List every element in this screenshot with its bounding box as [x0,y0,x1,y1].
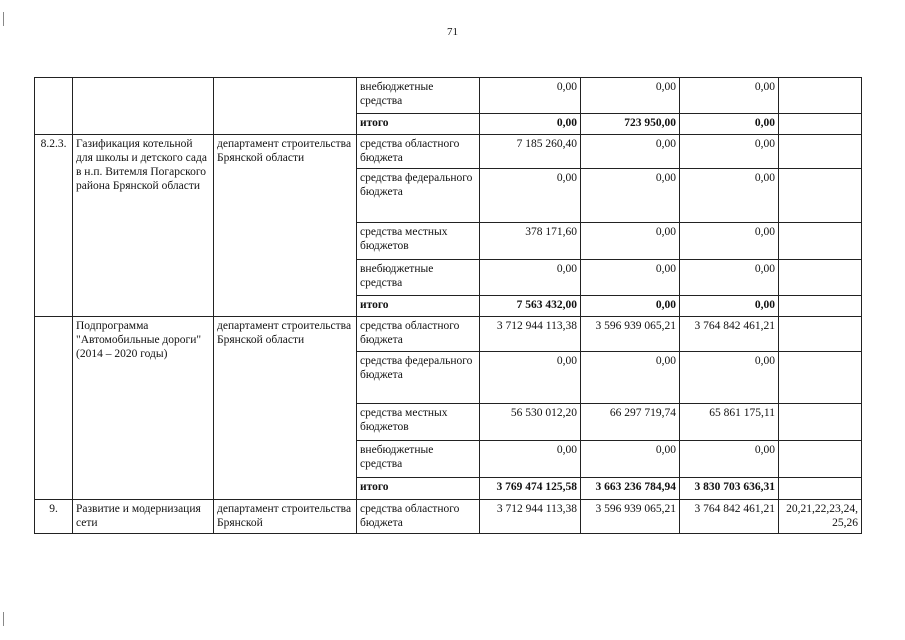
cell-extra [779,223,862,260]
cell-extra [779,114,862,135]
cell-value-1: 7 185 260,40 [480,135,581,169]
cell-executor [214,78,357,135]
cell-source: итого [357,114,480,135]
cell-name: Подпрограмма "Автомобильные дороги" (2014 – 2020 годы) [73,317,214,500]
cell-extra [779,352,862,404]
cell-value-2: 0,00 [581,296,680,317]
left-edge-mark [3,12,4,26]
budget-table-body [35,78,862,534]
cell-no: 8.2.3. [35,135,73,317]
table-row [35,135,862,169]
cell-value-2: 0,00 [581,352,680,404]
cell-source: средства областного бюджета [357,135,480,169]
cell-name: Газификация котельной для школы и детского сада в н.п. Витемля Погарского района Брянской области [73,135,214,317]
cell-value-1: 3 712 944 113,38 [480,317,581,352]
cell-source: средства федерального бюджета [357,169,480,223]
cell-no [35,317,73,500]
cell-source: внебюджетные средства [357,441,480,478]
cell-value-3: 0,00 [680,223,779,260]
cell-extra [779,78,862,114]
cell-executor: департамент строительства Брянской [214,500,357,534]
cell-extra [779,478,862,500]
cell-value-1: 0,00 [480,352,581,404]
cell-source: внебюджетные средства [357,260,480,296]
cell-source: средства областного бюджета [357,500,480,534]
cell-value-1: 0,00 [480,78,581,114]
cell-value-2: 3 663 236 784,94 [581,478,680,500]
cell-extra [779,260,862,296]
cell-value-3: 65 861 175,11 [680,404,779,441]
cell-source: внебюджетные средства [357,78,480,114]
cell-value-2: 0,00 [581,441,680,478]
cell-executor: департамент строительства Брянской области [214,317,357,500]
cell-extra [779,169,862,223]
cell-value-1: 0,00 [480,260,581,296]
cell-value-3: 0,00 [680,352,779,404]
cell-extra [779,135,862,169]
cell-value-3: 3 764 842 461,21 [680,500,779,534]
cell-extra: 20,21,22,23,24, 25,26 [779,500,862,534]
cell-source: итого [357,478,480,500]
cell-value-2: 0,00 [581,260,680,296]
cell-value-1: 378 171,60 [480,223,581,260]
cell-value-1: 7 563 432,00 [480,296,581,317]
cell-name: Развитие и модернизация сети [73,500,214,534]
cell-value-3: 0,00 [680,135,779,169]
cell-value-3: 0,00 [680,260,779,296]
cell-value-1: 3 712 944 113,38 [480,500,581,534]
cell-value-2: 723 950,00 [581,114,680,135]
cell-extra [779,441,862,478]
cell-value-3: 0,00 [680,296,779,317]
cell-executor: департамент строительства Брянской области [214,135,357,317]
cell-value-2: 3 596 939 065,21 [581,500,680,534]
cell-value-3: 0,00 [680,78,779,114]
table-row [35,500,862,534]
table-row [35,317,862,352]
left-edge-mark-bottom [3,612,4,626]
cell-no: 9. [35,500,73,534]
cell-value-1: 3 769 474 125,58 [480,478,581,500]
cell-value-2: 0,00 [581,169,680,223]
cell-extra [779,296,862,317]
cell-value-1: 0,00 [480,169,581,223]
cell-value-3: 3 830 703 636,31 [680,478,779,500]
cell-value-3: 0,00 [680,441,779,478]
cell-source: средства областного бюджета [357,317,480,352]
cell-value-2: 66 297 719,74 [581,404,680,441]
page-number: 71 [447,26,458,38]
cell-value-2: 0,00 [581,78,680,114]
cell-value-3: 0,00 [680,114,779,135]
cell-no [35,78,73,135]
cell-value-2: 3 596 939 065,21 [581,317,680,352]
cell-value-1: 56 530 012,20 [480,404,581,441]
cell-source: средства местных бюджетов [357,223,480,260]
cell-value-1: 0,00 [480,441,581,478]
cell-value-3: 3 764 842 461,21 [680,317,779,352]
table-row [35,78,862,114]
cell-extra [779,317,862,352]
cell-source: средства местных бюджетов [357,404,480,441]
cell-value-3: 0,00 [680,169,779,223]
cell-value-2: 0,00 [581,135,680,169]
budget-table [34,77,862,534]
cell-source: итого [357,296,480,317]
cell-extra [779,404,862,441]
cell-value-2: 0,00 [581,223,680,260]
cell-value-1: 0,00 [480,114,581,135]
cell-name [73,78,214,135]
cell-source: средства федерального бюджета [357,352,480,404]
